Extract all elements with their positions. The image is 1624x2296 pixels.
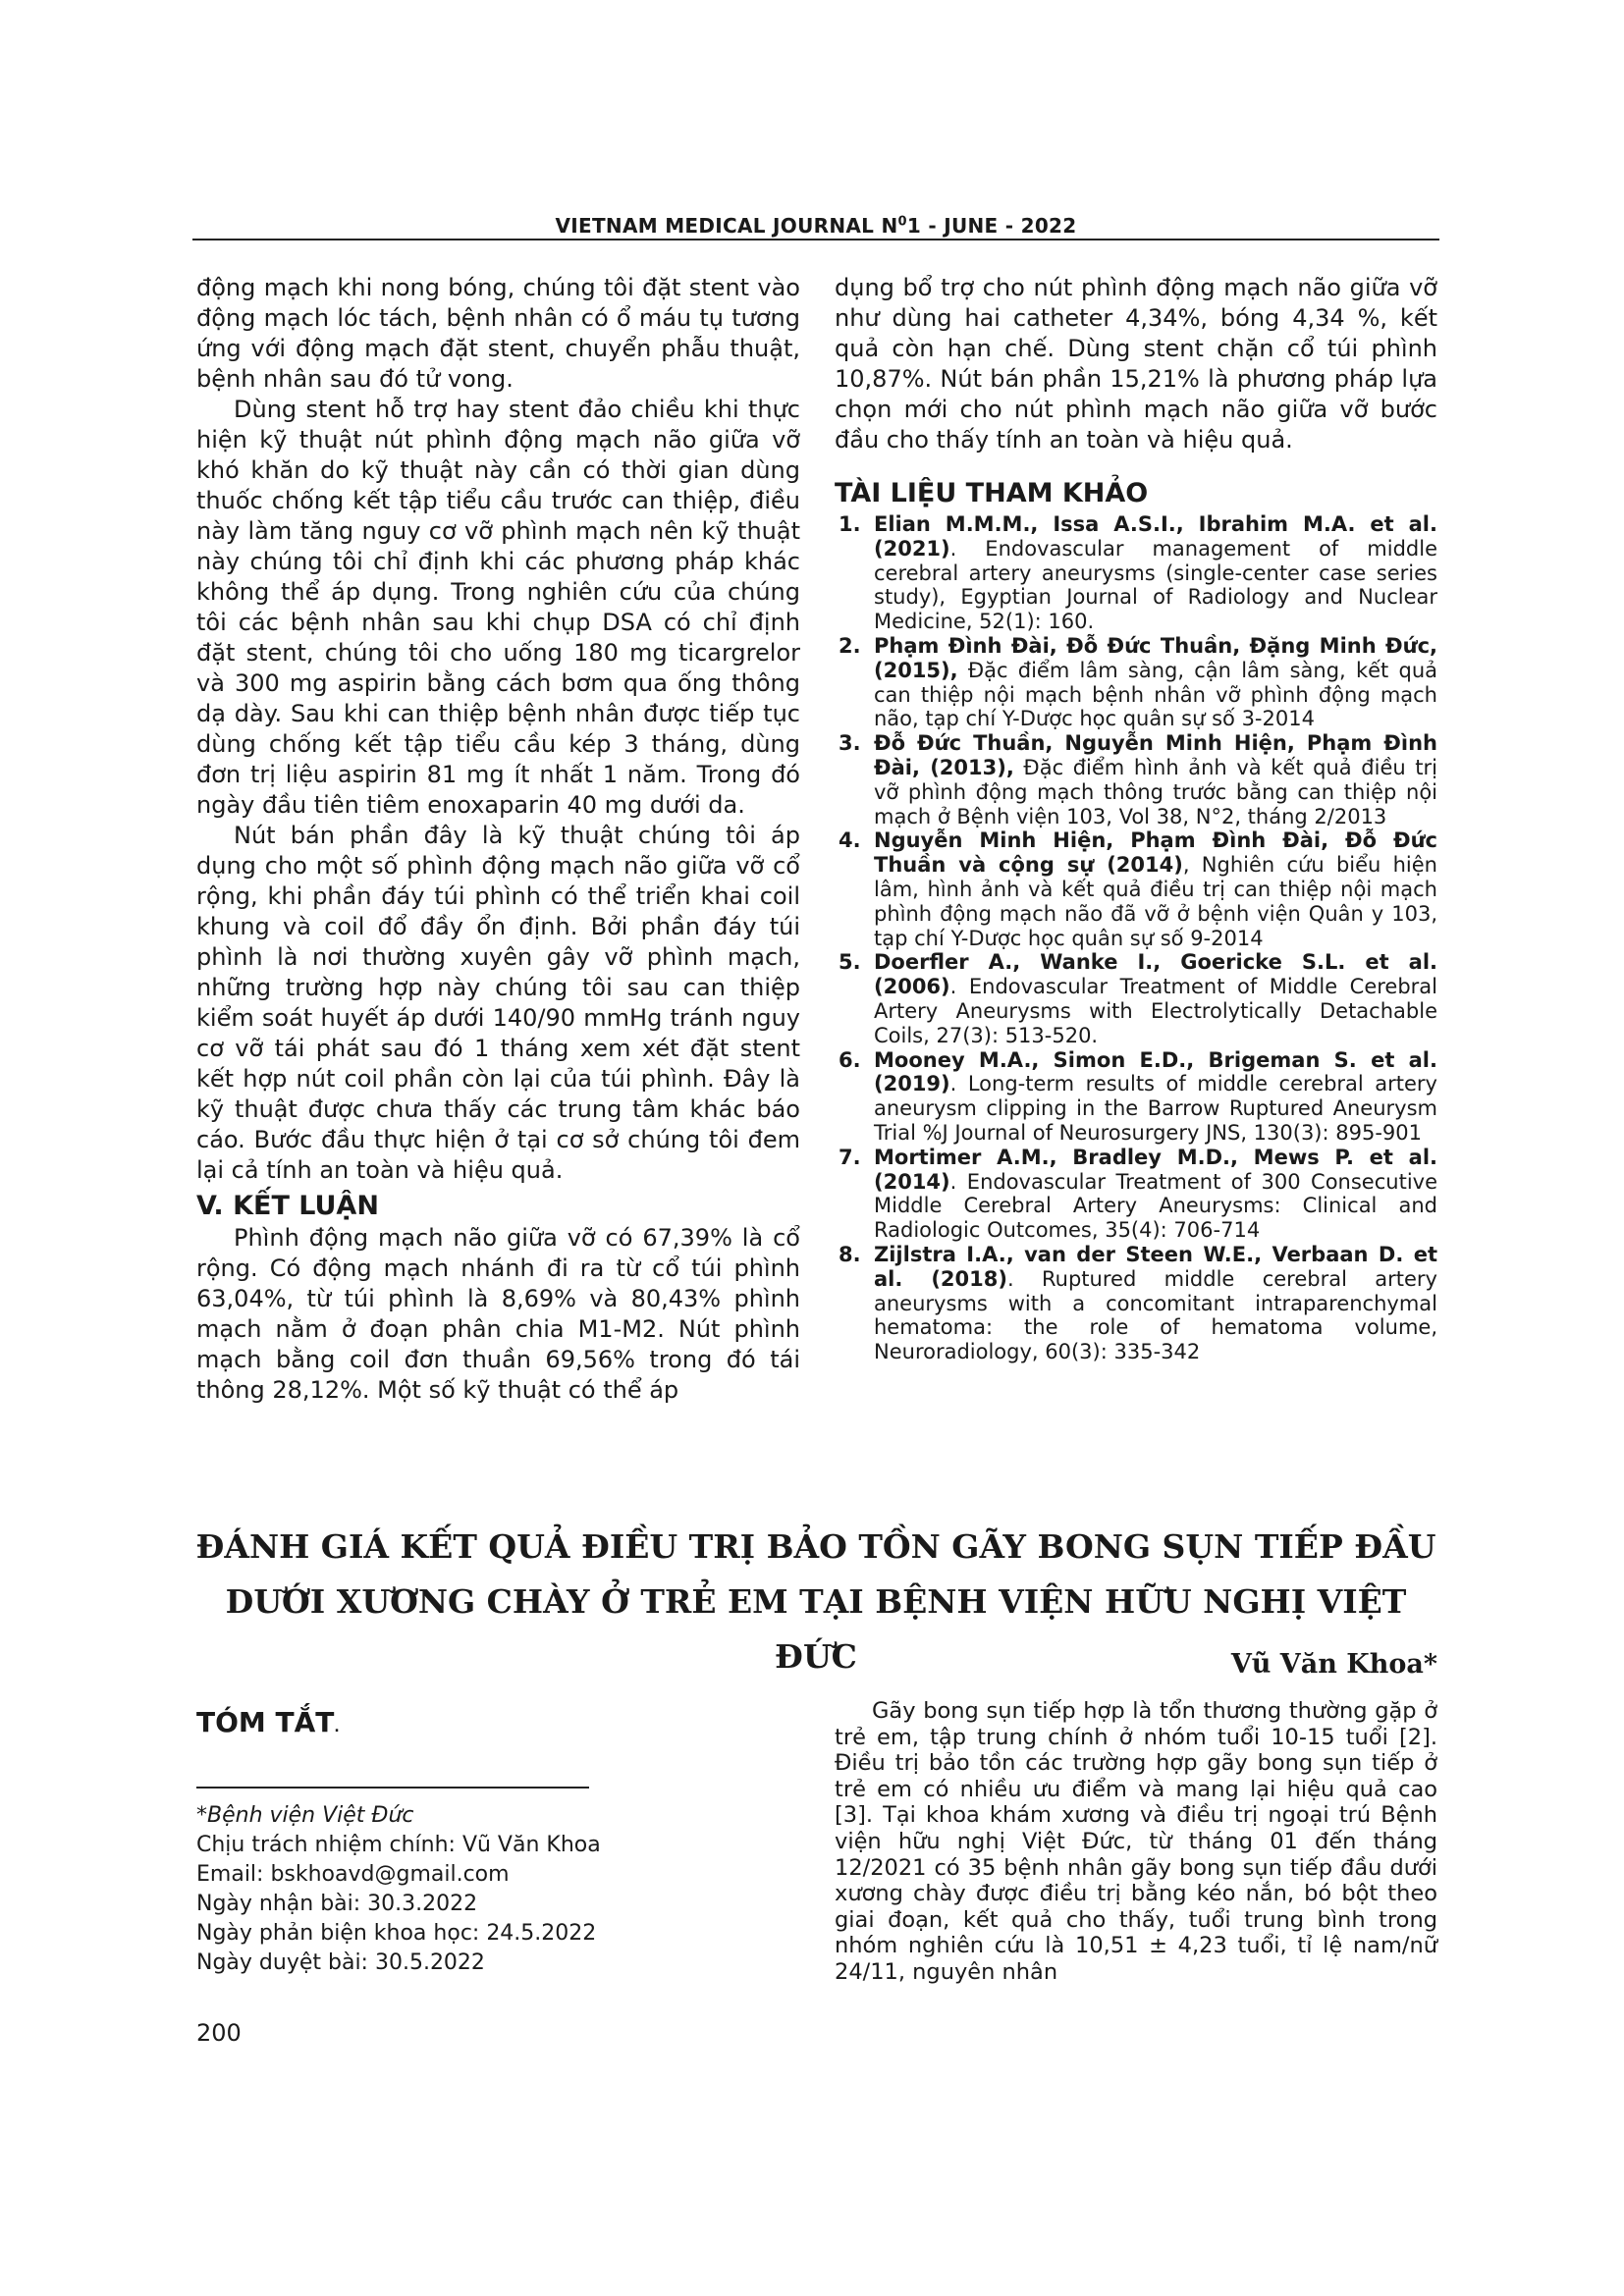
footnote-received: Ngày nhận bài: 30.3.2022 xyxy=(196,1892,478,1916)
paragraph: dụng bổ trợ cho nút phình động mạch não giữa vỡ như dùng hai catheter 4,34%, bóng 4,34 %, kết quả còn hạn chế. Dùng stent chặn cổ túi phình 10,87%. Nút bán phần 15,21% là phương pháp lựa chọn mới cho nút phình mạch não giữa vỡ bước đầu cho thấy tính an toàn và hiệu quả. xyxy=(835,274,1437,454)
right-column xyxy=(835,273,1437,1364)
abstract-paragraph: Gãy bong sụn tiếp hợp là tổn thương thường gặp ở trẻ em, tập trung chính ở nhóm tuổi 10-15 tuổi [2]. Điều trị bảo tồn các trường hợp gãy bong sụn tiếp ở trẻ em có nhiều ưu điểm và mang lại hiệu quả cao [3]. Tại khoa khám xương và điều trị ngoại trú Bệnh viện hữu nghị Việt Đức, từ tháng 01 đến tháng 12/2021 có 35 bệnh nhân gãy bong sụn tiếp đầu dưới xương chày được điều trị bằng kéo nắn, bó bột theo giai đoạn, kết quả cho thấy, tuổi trung bình trong nhóm nghiên cứu là 10,51 ± 4,23 tuổi, tỉ lệ nam/nữ 24/11, nguyên nhân xyxy=(835,1698,1437,1985)
footnote-email: Email: bskhoavd@gmail.com xyxy=(196,1862,510,1887)
footnote-divider xyxy=(196,1787,589,1789)
references-heading: TÀI LIỆU THAM KHẢO xyxy=(835,478,1149,508)
left-column xyxy=(196,273,800,1406)
reference-item: 1. Elian M.M.M., Issa A.S.I., Ibrahim M.A. et al. (2021). Endovascular management of middle cerebral artery aneurysms (single-center case series study), Egyptian Journal of Radiology and Nuclear Medicine, 52(1): 160. xyxy=(839,512,1437,634)
abstract-heading: TÓM TẮT. xyxy=(196,1706,340,1738)
conclusion-heading: V. KẾT LUẬN xyxy=(196,1191,379,1221)
header-divider xyxy=(192,239,1439,240)
footnote-accepted: Ngày duyệt bài: 30.5.2022 xyxy=(196,1950,485,1975)
reference-item: 2. Phạm Đình Đài, Đỗ Đức Thuần, Đặng Minh Đức, (2015), Đặc điểm lâm sàng, cận lâm sàng, kết quả can thiệp nội mạch bệnh nhân vỡ phình động mạch não, tạp chí Y-Dược học quân sự số 3-2014 xyxy=(839,633,1437,731)
references-list xyxy=(835,512,1437,1364)
abstract-body xyxy=(835,1698,1437,1986)
paragraph: Dùng stent hỗ trợ hay stent đảo chiều khi thực hiện kỹ thuật nút phình động mạch não giữa vỡ khó khăn do kỹ thuật này cần có thời gian dùng thuốc chống kết tập tiểu cầu trước can thiệp, điều này làm tăng nguy cơ vỡ phình mạch nên kỹ thuật này chúng tôi chỉ định khi các phương pháp khác không thể áp dụng. Trong nghiên cứu của chúng tôi các bệnh nhân sau khi chụp DSA có chỉ định đặt stent, chúng tôi cho uống 180 mg ticargrelor và 300 mg aspirin bằng cách bơm qua ống thông dạ dày. Sau khi can thiệp bệnh nhân được tiếp tục dùng chống kết tập tiểu cầu kép 3 tháng, dùng đơn trị liệu aspirin 81 mg ít nhất 1 năm. Trong đó ngày đầu tiên tiêm enoxaparin 40 mg dưới da. xyxy=(196,396,800,819)
reference-item: 3. Đỗ Đức Thuần, Nguyễn Minh Hiện, Phạm Đình Đài, (2013), Đặc điểm hình ảnh và kết quả điều trị vỡ phình động mạch thông trước bằng can thiệp nội mạch ở Bệnh viện 103, Vol 38, N°2, tháng 2/2013 xyxy=(839,731,1437,828)
footnote-reviewed: Ngày phản biện khoa học: 24.5.2022 xyxy=(196,1921,597,1946)
reference-item: 6. Mooney M.A., Simon E.D., Brigeman S. et al. (2019). Long-term results of middle cerebral artery aneurysm clipping in the Barrow Ruptured Aneurysm Trial %J Journal of Neurosurgery JNS, 130(3): 895-901 xyxy=(839,1047,1437,1145)
paragraph: Phình động mạch não giữa vỡ có 67,39% là cổ rộng. Có động mạch nhánh đi ra từ cổ túi phình 63,04%, từ túi phình là 8,69% và 80,43% phình mạch nằm ở đoạn phân chia M1-M2. Nút phình mạch bằng coil đơn thuần 69,56% trong đó tái thông 28,12%. Một số kỹ thuật có thể áp xyxy=(196,1224,800,1404)
paragraph: Nút bán phần đây là kỹ thuật chúng tôi áp dụng cho một số phình động mạch não giữa vỡ cổ rộng, khi phần đáy túi phình có thể triển khai coil khung và coil đổ đầy ổn định. Bởi phần đáy túi phình là nơi thường xuyên gây vỡ phình mạch, những trường hợp này chúng tôi sau can thiệp kiểm soát huyết áp dưới 140/90 mmHg tránh nguy cơ vỡ tái phát sau đó 1 tháng xem xét đặt stent kết hợp nút coil phần còn lại của túi phình. Đây là kỹ thuật được chưa thấy các trung tâm khác báo cáo. Bước đầu thực hiện ở tại cơ sở chúng tôi đem lại cả tính an toàn và hiệu quả. xyxy=(196,822,800,1184)
article-author: Vũ Văn Khoa* xyxy=(1230,1649,1437,1680)
reference-item: 7. Mortimer A.M., Bradley M.D., Mews P. et al. (2014). Endovascular Treatment of 300 Consecutive Middle Cerebral Artery Aneurysms: Clinical and Radiologic Outcomes, 35(4): 706-714 xyxy=(839,1145,1437,1243)
reference-item: 4. Nguyễn Minh Hiện, Phạm Đình Đài, Đỗ Đức Thuần và cộng sự (2014), Nghiên cứu biểu hiện lâm, hình ảnh và kết quả điều trị can thiệp nội mạch phình động mạch não đã vỡ ở bệnh viện Quân y 103, tạp chí Y-Dược học quân sự số 9-2014 xyxy=(839,828,1437,950)
reference-item: 8. Zijlstra I.A., van der Steen W.E., Verbaan D. et al. (2018). Ruptured middle cerebral artery aneurysms with a concomitant intraparenchymal hematoma: the role of hematoma volume, Neuroradiology, 60(3): 335-342 xyxy=(839,1242,1437,1364)
footnote-responsible: Chịu trách nhiệm chính: Vũ Văn Khoa xyxy=(196,1833,601,1857)
footnote xyxy=(196,1801,800,1978)
reference-item: 5. Doerfler A., Wanke I., Goericke S.L. et al. (2006). Endovascular Treatment of Middle Cerebral Artery Aneurysms with Electrolytically Detachable Coils, 27(3): 513-520. xyxy=(839,950,1437,1047)
paragraph: động mạch khi nong bóng, chúng tôi đặt stent vào động mạch lóc tách, bệnh nhân có ổ máu tụ tương ứng với động mạch đặt stent, chuyển phẫu thuật, bệnh nhân sau đó tử vong. xyxy=(196,274,800,393)
article-title-line: DƯỚI XƯƠNG CHÀY Ở TRẺ EM TẠI BỆNH VIỆN HỮU NGHỊ VIỆT ĐỨC xyxy=(225,1582,1407,1676)
journal-header: VIETNAM MEDICAL JOURNAL $N^01$ - JUNE - 2022 xyxy=(555,214,1077,238)
footnote-affiliation: *Bệnh viện Việt Đức xyxy=(196,1803,414,1828)
article-title-line: ĐÁNH GIÁ KẾT QUẢ ĐIỀU TRỊ BẢO TỒN GÃY BONG SỤN TIẾP ĐẦU xyxy=(195,1527,1436,1566)
page-number: 200 xyxy=(196,2019,242,2047)
